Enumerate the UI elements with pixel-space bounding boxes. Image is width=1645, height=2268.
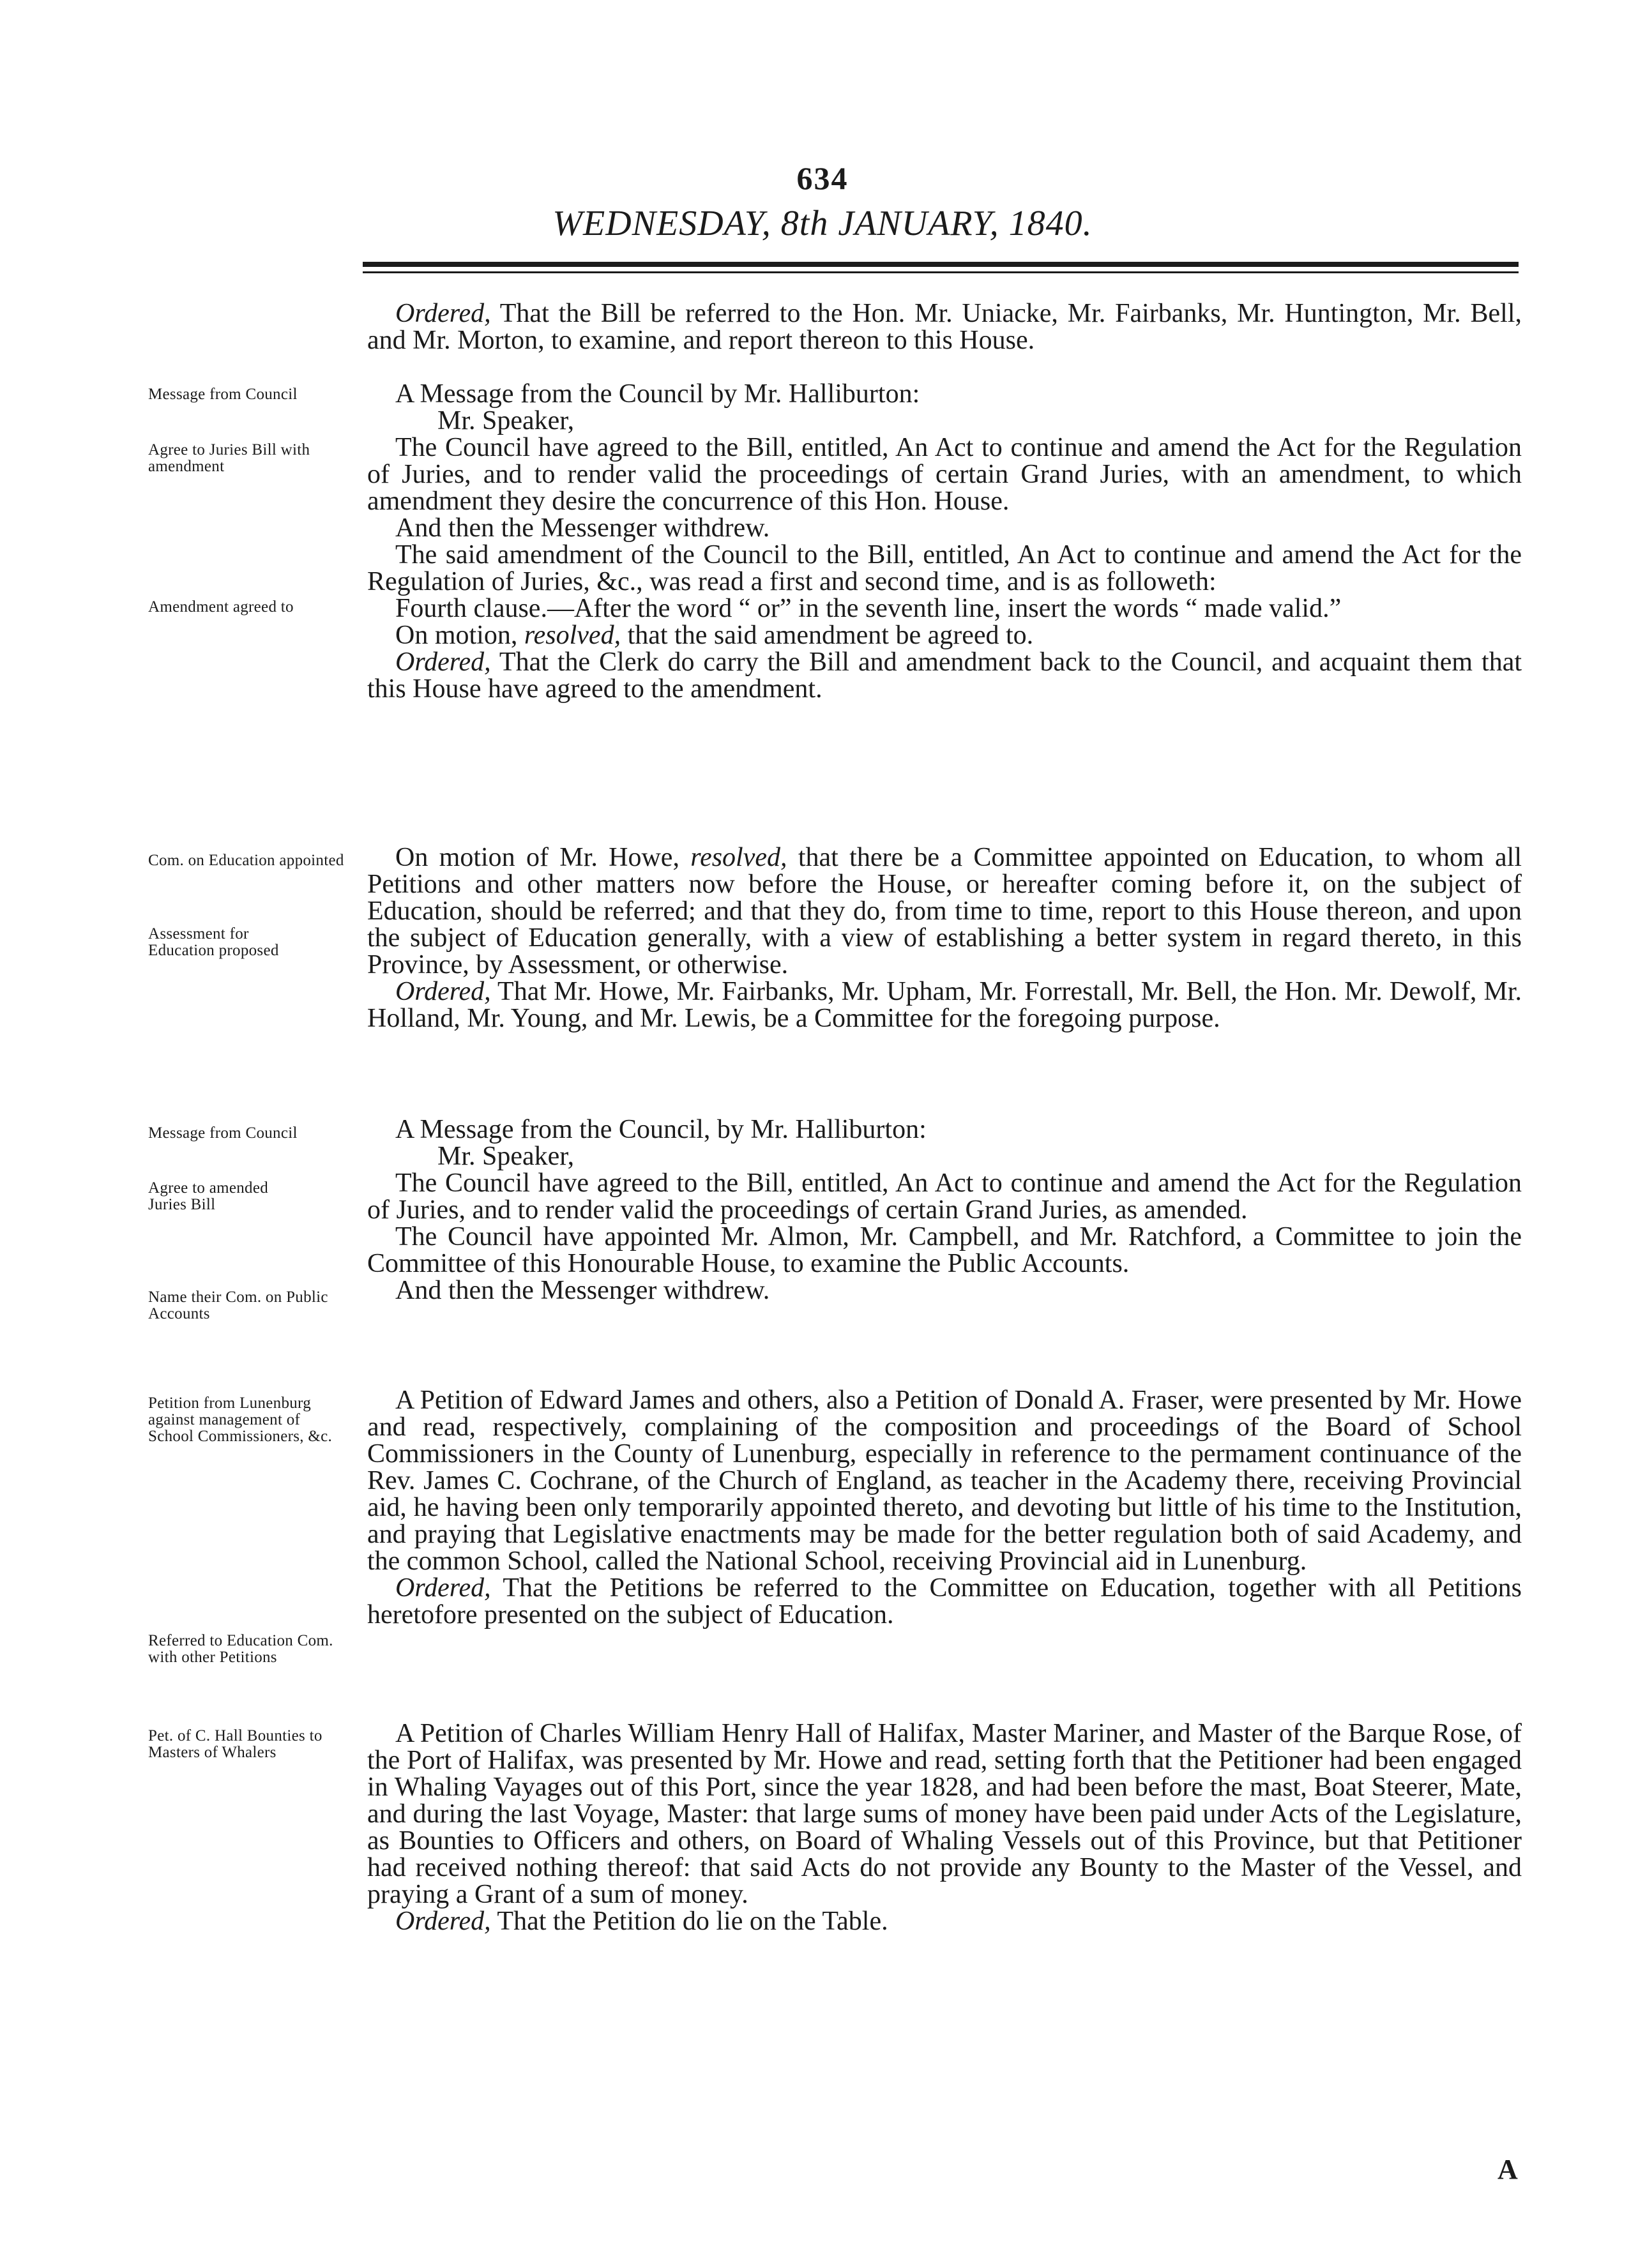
- text-block: [367, 300, 1522, 354]
- paragraph: Mr. Speaker,: [437, 1142, 575, 1171]
- page-number: 634: [796, 160, 849, 196]
- margin-note: Pet. of C. Hall Bounties to Masters of Whalers: [148, 1727, 322, 1761]
- paragraph: Ordered, That the Bill be referred to the Hon. Mr. Uniacke, Mr. Fairbanks, Mr. Huntington, Mr. Bell, and Mr. Morton, to examine, and report thereon to this House.: [367, 299, 1522, 355]
- paragraph: On motion of Mr. Howe, resolved, that there be a Committee appointed on Education, to whom all Petitions and other matters now before the House, or hereafter coming before it, on the subject of Education, should be referred; and that they do, from time to time, report to this House thereon, and upon the subject of Education generally, with a view of establishing a better system in regard thereto, in this Province, by Assessment, or otherwise.: [367, 843, 1522, 979]
- text-block: [367, 1387, 1522, 1628]
- paragraph: And then the Messenger withdrew.: [395, 1276, 770, 1305]
- margin-note: Com. on Education appointed: [148, 852, 344, 869]
- paragraph: On motion, resolved, that the said amendment be agreed to.: [395, 621, 1034, 650]
- paragraph: A Message from the Council, by Mr. Halliburton:: [395, 1115, 927, 1144]
- paragraph: Mr. Speaker,: [437, 406, 575, 435]
- paragraph: Ordered, That the Petition do lie on the Table.: [395, 1907, 888, 1936]
- paragraph: Ordered, That the Petitions be referred to the Committee on Education, together with all Petitions heretofore presented on the subject of Education.: [367, 1573, 1522, 1629]
- text-block: [367, 1116, 1522, 1304]
- paragraph: And then the Messenger withdrew.: [395, 513, 770, 543]
- paragraph: Ordered, That Mr. Howe, Mr. Fairbanks, Mr. Upham, Mr. Forrestall, Mr. Bell, the Hon. Mr. Dewolf, Mr. Holland, Mr. Young, and Mr. Lewis, be a Committee for the foregoing purpose.: [367, 977, 1522, 1033]
- margin-note: Agree to amended Juries Bill: [148, 1179, 269, 1213]
- paragraph: The Council have agreed to the Bill, entitled, An Act to continue and amend the Act for the Regulation of Juries, and to render valid the proceedings of certain Grand Juries, with an amendment, to which amendment they desire the concurrence of this Hon. House.: [367, 433, 1522, 516]
- margin-note: Name their Com. on Public Accounts: [148, 1289, 328, 1322]
- margin-note: Referred to Education Com. with other Petitions: [148, 1632, 333, 1666]
- paragraph: Ordered, That the Clerk do carry the Bill and amendment back to the Council, and acquaint them that this House have agreed to the amendment.: [367, 647, 1522, 704]
- margin-note: Message from Council: [148, 386, 298, 403]
- header-rule: [363, 262, 1519, 273]
- margin-note: Petition from Lunenburg against management of School Commissioners, &c.: [148, 1395, 333, 1445]
- margin-note: Assessment for Education proposed: [148, 925, 279, 959]
- text-block: [367, 381, 1522, 702]
- paragraph: A Petition of Charles William Henry Hall of Halifax, Master Mariner, and Master of the Barque Rose, of the Port of Halifax, was presented by Mr. Howe and read, setting forth that the Petitioner had been engaged in Whaling Vayages out of this Port, since the year 1828, and had been before the mast, Boat Steerer, Mate, and during the last Voyage, Master: that large sums of money have been paid under Acts of the Legislature, as Bounties to Officers and others, on Board of Whaling Vessels out of this Province, but that Petitioner had received nothing thereof: that said Acts do not provide any Bounty to the Master of the Vessel, and praying a Grant of a sum of money.: [367, 1719, 1522, 1909]
- catchword: A: [1497, 2154, 1518, 2185]
- text-block: [367, 844, 1522, 1032]
- margin-note: Message from Council: [148, 1124, 298, 1142]
- paragraph: The said amendment of the Council to the Bill, entitled, An Act to continue and amend the Act for the Regulation of Juries, &c., was read a first and second time, and is as followeth:: [367, 540, 1522, 596]
- text-block: [367, 1720, 1522, 1935]
- paragraph: Fourth clause.—After the word “ or” in the seventh line, insert the words “ made valid.”: [395, 594, 1342, 623]
- paragraph: The Council have appointed Mr. Almon, Mr. Campbell, and Mr. Ratchford, a Committee to join the Committee of this Honourable House, to examine the Public Accounts.: [367, 1222, 1522, 1278]
- paragraph: A Petition of Edward James and others, also a Petition of Donald A. Fraser, were presented by Mr. Howe and read, respectively, complaining of the composition and proceedings of the Board of School Commissioners in the County of Lunenburg, especially in reference to the permament continuance of the Rev. James C. Cochrane, of the Church of England, as teacher in the Academy there, receiving Provincial aid, he having been only temporarily appointed thereto, and devoting but little of his time to the Institution, and praying that Legislative enactments may be made for the better regulation both of said Academy, and the common School, called the National School, receiving Provincial aid in Lunenburg.: [367, 1386, 1522, 1576]
- margin-note: Agree to Juries Bill with amendment: [148, 441, 310, 475]
- running-head: WEDNESDAY, 8th JANUARY, 1840.: [552, 204, 1093, 243]
- paragraph: A Message from the Council by Mr. Halliburton:: [395, 379, 920, 409]
- margin-note: Amendment agreed to: [148, 598, 294, 616]
- paragraph: The Council have agreed to the Bill, entitled, An Act to continue and amend the Act for the Regulation of Juries, and to render valid the proceedings of certain Grand Juries, as amended.: [367, 1168, 1522, 1225]
